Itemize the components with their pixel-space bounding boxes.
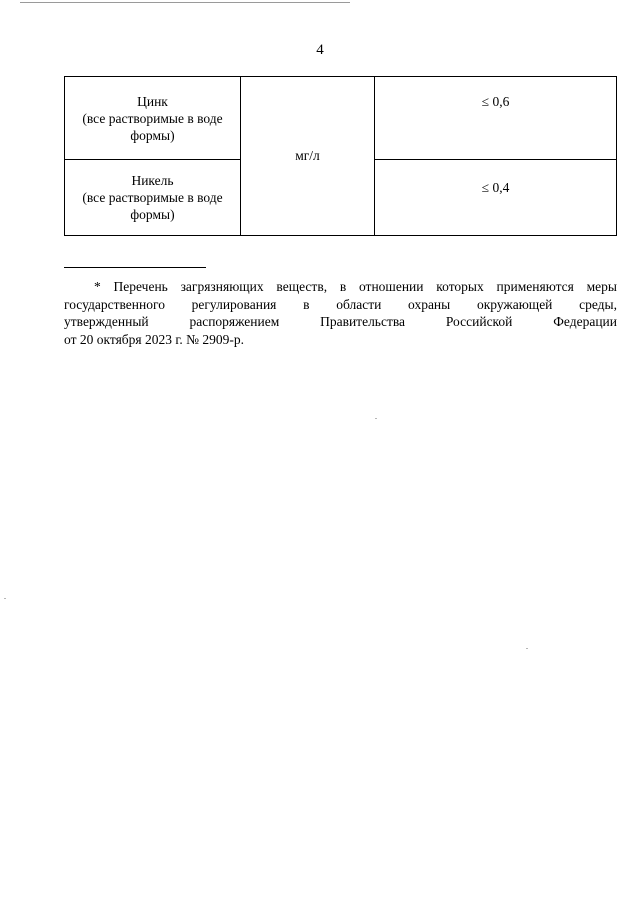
footnote-line: * Перечень загрязняющих веществ, в отношении которых применяются меры (94, 279, 617, 294)
scan-speck (375, 418, 377, 419)
substance-name: Цинк (137, 93, 168, 109)
footnote-rule (64, 267, 206, 268)
footnote-line: утвержденный распоряжением Правительства Российской Федерации (64, 314, 617, 329)
header-rule (20, 2, 350, 3)
substance-cell (65, 160, 241, 236)
pollutant-table (64, 76, 617, 236)
value-label: ≤ 0,4 (481, 179, 510, 195)
substance-cell (65, 77, 241, 160)
value-cell (375, 77, 617, 160)
unit-cell (241, 77, 375, 236)
table-row (65, 77, 617, 160)
substance-name: Никель (131, 173, 174, 188)
unit-label: мг/л (295, 148, 320, 163)
scan-speck (526, 648, 528, 649)
footnote (64, 278, 617, 348)
page-number: 4 (316, 42, 324, 58)
footnote-line: от 20 октября 2023 г. № 2909-р. (64, 331, 245, 347)
scan-speck (4, 598, 6, 599)
substance-note: (все растворимые в воде формы) (82, 190, 223, 222)
substance-note: (все растворимые в воде формы) (82, 110, 223, 143)
value-cell (375, 160, 617, 236)
footnote-line: государственного регулирования в области охраны окружающей среды, (64, 296, 617, 312)
value-label: ≤ 0,6 (481, 94, 510, 109)
